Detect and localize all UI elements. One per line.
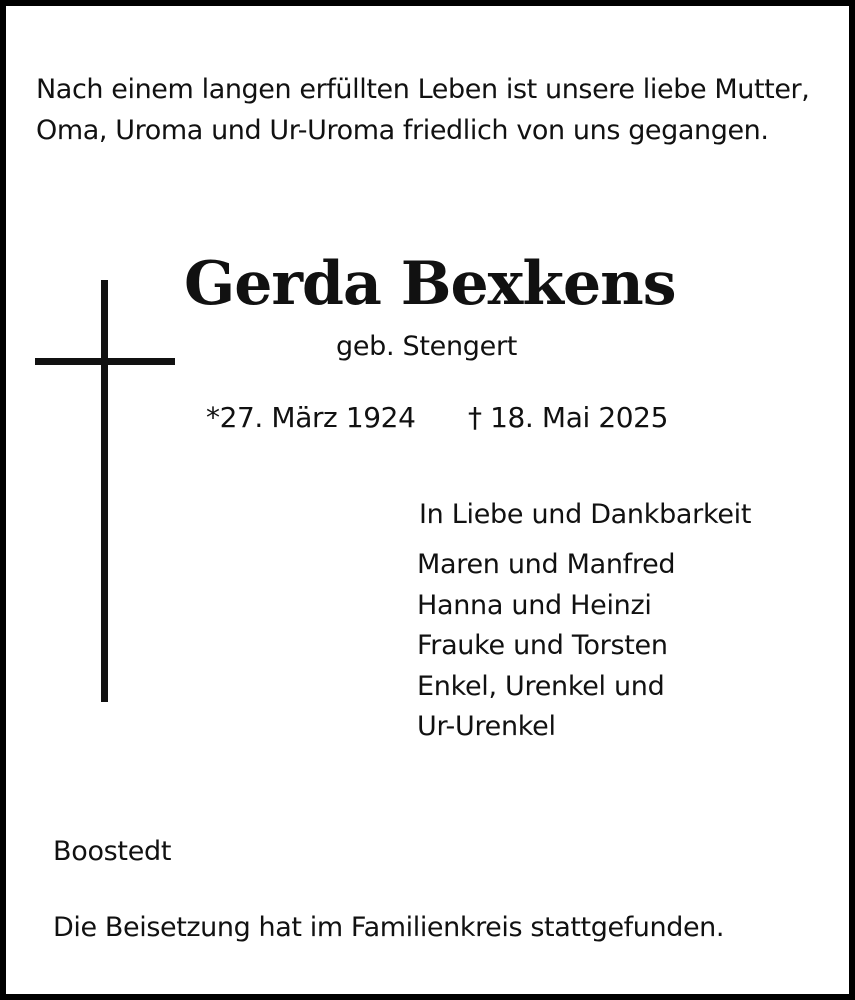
funeral-note: Die Beisetzung hat im Familienkreis stattgefunden. [53,912,725,943]
place-name: Boostedt [53,836,172,867]
mourner-entry: Maren und Manfred [417,549,676,580]
mourner-entry: Enkel, Urenkel und [417,670,665,702]
mourner-entry: Hanna und Heinzi [417,589,652,621]
mourner-entry: Ur-Urenkel [417,711,556,742]
deceased-name: Gerda Bexkens [184,249,676,319]
dedication-line: In Liebe und Dankbarkeit [419,499,752,530]
birth-date: *27. März 1924 [206,401,416,434]
intro-line-1: Nach einem langen erfüllten Leben ist unsere liebe Mutter, [36,74,810,105]
death-date: † 18. Mai 2025 [468,401,668,434]
intro-line-2: Oma, Uroma und Ur-Uroma friedlich von uns gegangen. [36,115,769,146]
cross-horizontal-bar [35,358,175,365]
cross-vertical-bar [101,280,108,702]
intro-text [36,69,846,151]
maiden-name: geb. Stengert [336,331,518,362]
mourner-entry: Frauke und Torsten [417,630,668,661]
mourners-list [417,545,675,748]
